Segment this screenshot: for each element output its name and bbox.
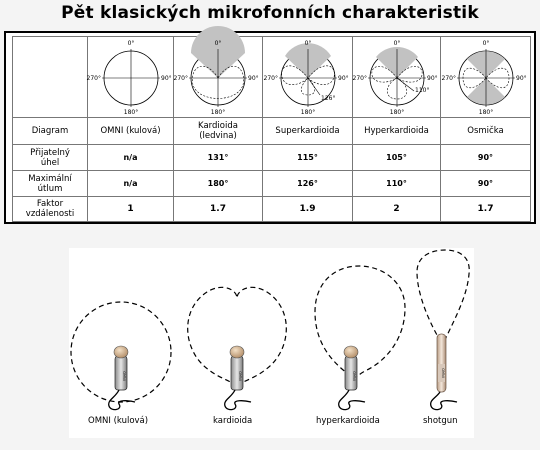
label-180: 180° <box>300 109 315 116</box>
label-270: 270° <box>173 75 188 82</box>
svg-text:OMNI: OMNI <box>122 371 126 381</box>
label-0: 0° <box>214 40 222 47</box>
name-figure8: Osmička <box>441 118 531 145</box>
polar-cell-hypercardioid <box>353 37 441 118</box>
cable <box>225 390 251 410</box>
cable <box>109 390 135 410</box>
diagram-name-row <box>13 118 531 145</box>
label-extra-angle: 110° <box>414 87 429 94</box>
row-label-distance: Faktor vzdálenosti <box>13 197 88 222</box>
label-180: 180° <box>478 109 493 116</box>
empty-corner-cell <box>13 37 88 118</box>
cable <box>339 390 365 410</box>
mic-label-hypercardioid: hyperkardioida <box>316 416 380 426</box>
name-omni: OMNI (kulová) <box>88 118 174 145</box>
label-90: 90° <box>337 75 349 82</box>
label-270: 270° <box>352 75 367 82</box>
page-title: Pět klasických mikrofonních charakteristik <box>61 3 479 23</box>
label-0: 0° <box>482 40 489 47</box>
svg-text:OMNI: OMNI <box>352 371 356 381</box>
mic-label-cardioid: kardioida <box>213 416 253 426</box>
row-label-rejection: Maximální útlum <box>13 171 88 197</box>
polar-cell-figure8 <box>441 37 531 118</box>
pickup-pattern-illustration <box>69 248 474 438</box>
acceptance-hypercardioid: 105° <box>353 145 441 171</box>
distance-figure8: 1.7 <box>441 197 531 222</box>
label-270: 270° <box>86 75 101 82</box>
polar-cell-supercardioid <box>263 37 353 118</box>
mic-label-omni: OMNI (kulová) <box>88 416 149 426</box>
rejection-cardioid: 180° <box>174 171 263 197</box>
label-180: 180° <box>123 109 138 116</box>
label-90: 90° <box>248 75 259 82</box>
characteristics-table-frame <box>4 31 536 224</box>
label-180: 180° <box>210 109 226 116</box>
mic-omni <box>71 302 171 410</box>
shotgun-pickup-pattern <box>417 250 469 344</box>
hypercardioid-pickup-pattern <box>315 266 405 382</box>
label-90: 90° <box>515 75 527 82</box>
acceptance-omni: n/a <box>88 145 174 171</box>
distance-cardioid: 1.7 <box>174 197 263 222</box>
label-270: 270° <box>441 75 456 82</box>
polar-diagram-omni <box>86 37 173 117</box>
mic-shotgun <box>417 250 469 410</box>
acceptance-cardioid: 131° <box>174 145 263 171</box>
rejection-figure8: 90° <box>441 171 531 197</box>
acceptance-figure8: 90° <box>441 145 531 171</box>
distance-factor-row <box>13 197 531 222</box>
max-rejection-row <box>13 171 531 197</box>
acceptance-angle-row <box>13 145 531 171</box>
distance-supercardioid: 1.9 <box>263 197 353 222</box>
distance-omni: 1 <box>88 197 174 222</box>
rejection-hypercardioid: 110° <box>353 171 441 197</box>
name-hypercardioid: Hyperkardioida <box>353 118 441 145</box>
pickup-patterns-svg <box>69 248 474 438</box>
rejection-omni: n/a <box>88 171 174 197</box>
characteristics-table <box>12 36 531 222</box>
acceptance-supercardioid: 115° <box>263 145 353 171</box>
polar-diagram-figure8 <box>443 37 529 117</box>
label-90: 90° <box>426 75 438 82</box>
label-90: 90° <box>160 75 172 82</box>
row-label-diagram: Diagram <box>13 118 88 145</box>
mic-label-shotgun: shotgun <box>423 416 458 426</box>
diagram-image-row <box>13 37 531 118</box>
polar-diagram-hypercardioid <box>354 37 440 117</box>
name-cardioid: Kardioida (ledvina) <box>174 118 263 145</box>
label-extra-angle: 126° <box>320 95 335 102</box>
label-0: 0° <box>393 40 400 47</box>
polar-diagram-cardioid <box>175 37 261 117</box>
polar-diagram-supercardioid <box>265 37 351 117</box>
row-label-acceptance: Přijatelný úhel <box>13 145 88 171</box>
polar-cell-cardioid <box>174 37 263 118</box>
cable <box>431 392 457 410</box>
label-0: 0° <box>127 40 134 47</box>
label-0: 0° <box>304 40 311 47</box>
label-180: 180° <box>389 109 404 116</box>
label-270: 270° <box>263 75 278 82</box>
distance-hypercardioid: 2 <box>353 197 441 222</box>
mic-hypercardioid <box>315 266 405 410</box>
svg-text:OMNI: OMNI <box>238 371 242 381</box>
rejection-supercardioid: 126° <box>263 171 353 197</box>
mic-cardioid <box>188 287 287 409</box>
svg-text:OMNI: OMNI <box>441 368 445 378</box>
name-supercardioid: Superkardioida <box>263 118 353 145</box>
polar-cell-omni <box>88 37 174 118</box>
